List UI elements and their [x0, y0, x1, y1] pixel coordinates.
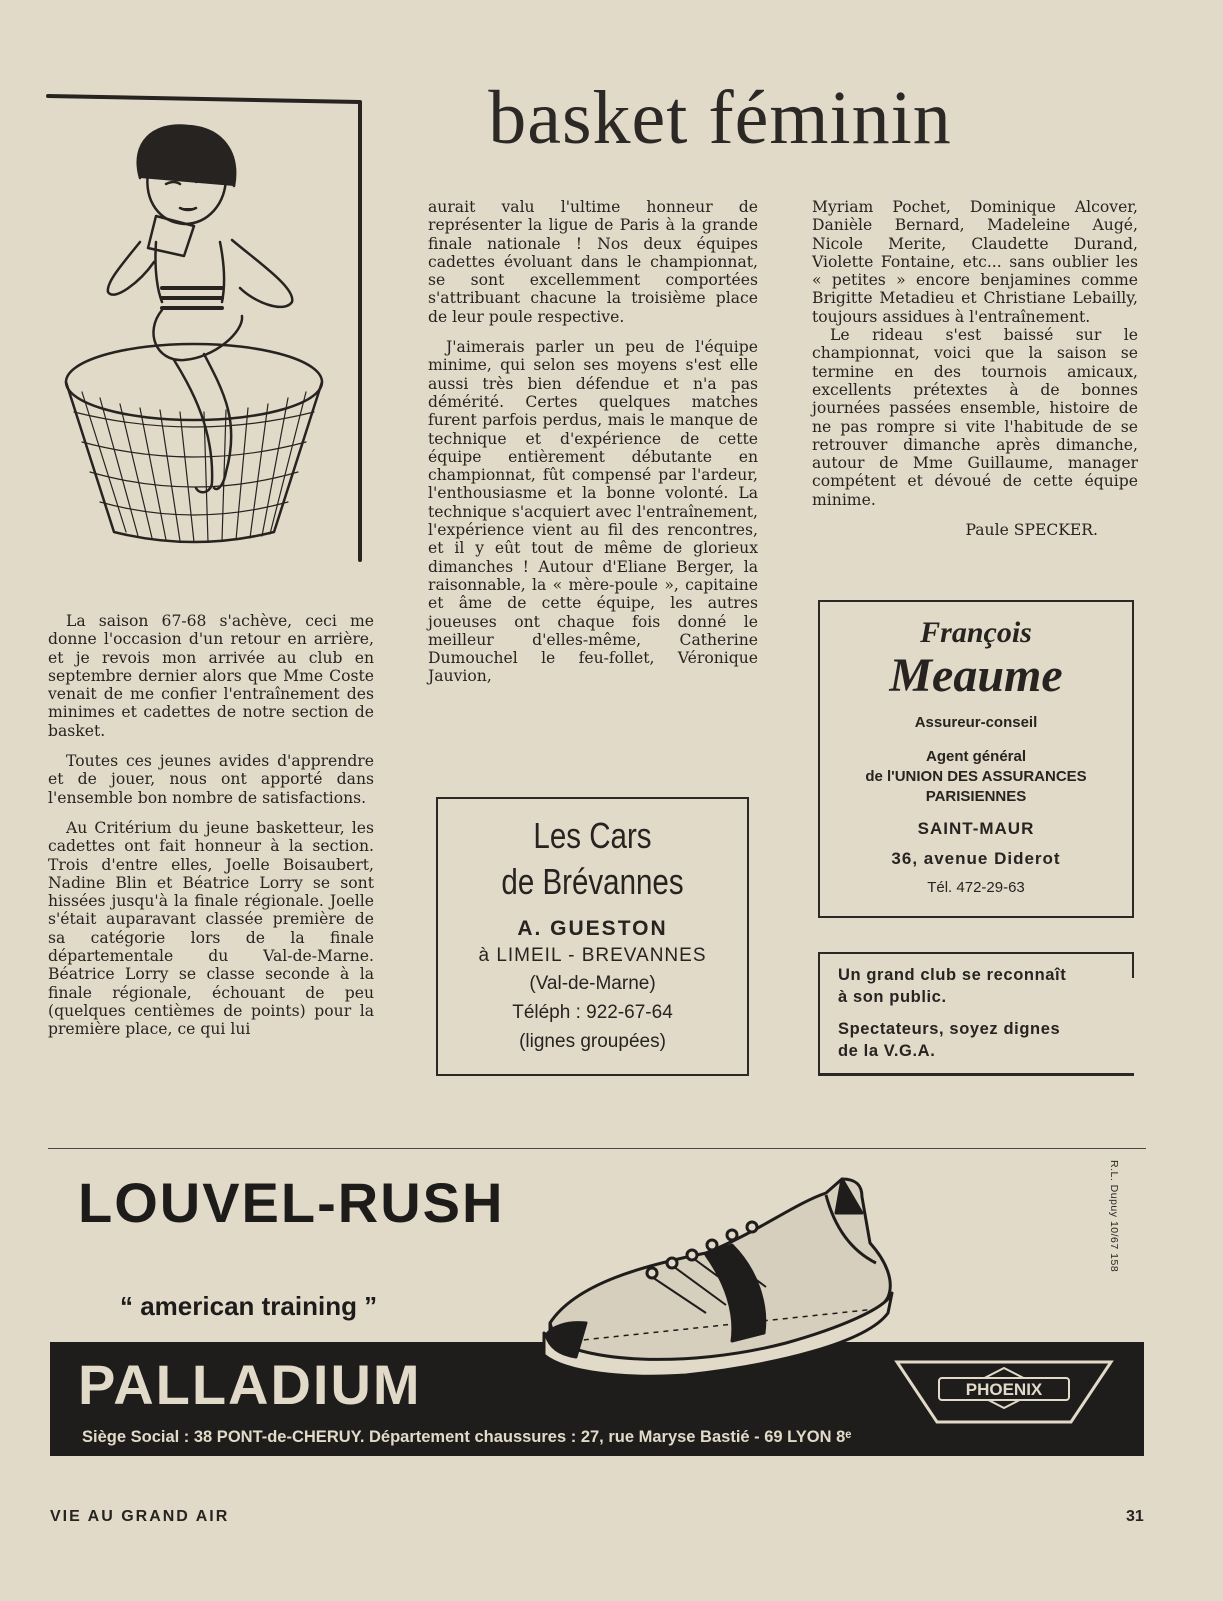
ad-club-line1: Un grand club se reconnaît: [838, 966, 1067, 984]
paragraph: Toutes ces jeunes avides d'apprendre et de jouer, nous ont apporté dans l'ensemble bon nombre de satisfactions.: [48, 752, 374, 807]
article-column-2: [428, 198, 758, 686]
paragraph: Le rideau s'est baissé sur le championnat, voici que la saison se termine en des tournois amicaux, excellents prétextes à de bonnes journées passées ensemble, histoire de ne pas rompre si vite l'habitude de se retrouver dimanche après dimanche, autour de Mme Guillaume, manager compétent et dévoué de cette équipe minime.: [812, 326, 1138, 509]
divider: [818, 1073, 1134, 1076]
ad-francois-meaume: [818, 600, 1134, 918]
ad-tagline: “ american training ”: [120, 1291, 378, 1321]
ad-meaume-role: Assureur-conseil: [914, 714, 1038, 731]
paragraph: aurait valu l'ultime honneur de représenter la ligue de Paris à la grande finale nationale ! Nos deux équipes cadettes évoluant dans le championnat, se sont excellemment comportées s'attribuant chacune la troisième place de leur poule respective.: [428, 198, 758, 326]
ad-meaume-agent: [820, 747, 1132, 807]
article-title: basket féminin: [488, 76, 952, 160]
sneaker-image: [536, 1173, 916, 1379]
article-column-3: [812, 198, 1138, 539]
ad-cars-phone: Téléph : 922-67-64: [512, 1002, 673, 1023]
ad-cars-region: (Val-de-Marne): [529, 973, 656, 994]
ad-cars-line1: Les Cars: [533, 815, 652, 856]
ad-cars-owner: A. GUESTON: [517, 917, 668, 940]
ad-cars-line2: de Brévannes: [501, 861, 684, 902]
ad-club-line2: à son public.: [838, 988, 947, 1006]
phoenix-logo: [893, 1358, 1115, 1428]
ad-cars-note: (lignes groupées): [519, 1031, 666, 1052]
phoenix-logo-text: PHOENIX: [965, 1380, 1043, 1399]
ad-credit: R.L. Dupuy 10/67 158: [1108, 1160, 1120, 1273]
ad-meaume-agent-line: Agent général: [925, 748, 1027, 765]
footer-magazine-name: VIE AU GRAND AIR: [50, 1508, 230, 1525]
paragraph: J'aimerais parler un peu de l'équipe minime, qui selon ses moyens s'est elle aussi très bien défendue et n'a pas démérité. Certes quelques matches furent parfois perdus, mais le manque de technique et d'expérience de cette équipe entièrement débutante en championnat, fût compensé par l'ardeur, l'enthousiasme et la bonne volonté. La technique s'acquiert avec l'entraînement, l'expérience vient au fil des rencontres, et il y eût tout de même de glorieux dimanches ! Autour d'Eliane Berger, la raisonnable, la « mère-poule », capitaine et âme de cette équipe, les autres joueuses ont chaque fois donné le meilleur d'elles-même, Catherine Dumouchel le feu-follet, Véronique Jauvion,: [428, 338, 758, 686]
ad-meaume-first-name: François: [920, 616, 1032, 649]
ad-cars-town: à LIMEIL - BREVANNES: [478, 945, 707, 966]
paragraph: Myriam Pochet, Dominique Alcover, Danièle Bernard, Madeleine Augé, Nicole Merite, Claudette Durand, Violette Fontaine, etc... sans oublier les « petites » encore benjamines comme Brigitte Metadieu et Christiane Lebailly, toujours assidues à l'entraînement.: [812, 198, 1138, 326]
ad-meaume-last-name: Meaume: [889, 649, 1063, 702]
ad-club-line3: Spectateurs, soyez dignes: [838, 1020, 1061, 1038]
divider: [1132, 952, 1134, 978]
ad-meaume-city: SAINT-MAUR: [917, 819, 1035, 838]
ad-meaume-phone: Tél. 472-29-63: [927, 879, 1025, 896]
ad-brand-louvel-rush: LOUVEL-RUSH: [78, 1171, 505, 1234]
article-column-1: [48, 612, 374, 1039]
ad-palladium-name: PALLADIUM: [78, 1353, 422, 1416]
divider: [818, 952, 1134, 954]
ad-cars-de-brevannes: [436, 797, 749, 1076]
illustration-girl-in-basket: [44, 92, 370, 572]
paragraph: La saison 67-68 s'achève, ceci me donne l'occasion d'un retour en arrière, et je revois mon arrivée au club en septembre dernier alors que Mme Coste venait de me confier l'entraînement des minimes et cadettes de notre section de basket.: [48, 612, 374, 740]
paragraph: Au Critérium du jeune basketteur, les cadettes ont fait honneur à la section. Trois d'entre elles, Joelle Boisaubert, Nadine Blin et Béatrice Lorry se sont hissées jusqu'à la finale régionale. Joelle s'était auparavant classée première de sa catégorie lors de la finale départementale du Val-de-Marne. Béatrice Lorry se classe seconde à la finale régionale, échouant de peu (quelques centièmes de points) pour la première place, ce qui lui: [48, 818, 374, 1039]
ad-meaume-company2: PARISIENNES: [925, 788, 1027, 805]
divider: [48, 1148, 1146, 1149]
ad-meaume-company1: de l'UNION DES ASSURANCES: [865, 768, 1087, 785]
author-signature: Paule SPECKER.: [965, 521, 1098, 540]
ad-club-message: [818, 952, 1134, 1076]
ad-club-line4: de la V.G.A.: [838, 1042, 936, 1060]
ad-palladium-address: Siège Social : 38 PONT-de-CHERUY. Département chaussures : 27, rue Maryse Bastié - 69 LYON 8ᵉ: [82, 1428, 852, 1446]
divider: [818, 952, 820, 1074]
page-number: 31: [1126, 1508, 1144, 1525]
ad-meaume-address: 36, avenue Diderot: [891, 849, 1061, 868]
